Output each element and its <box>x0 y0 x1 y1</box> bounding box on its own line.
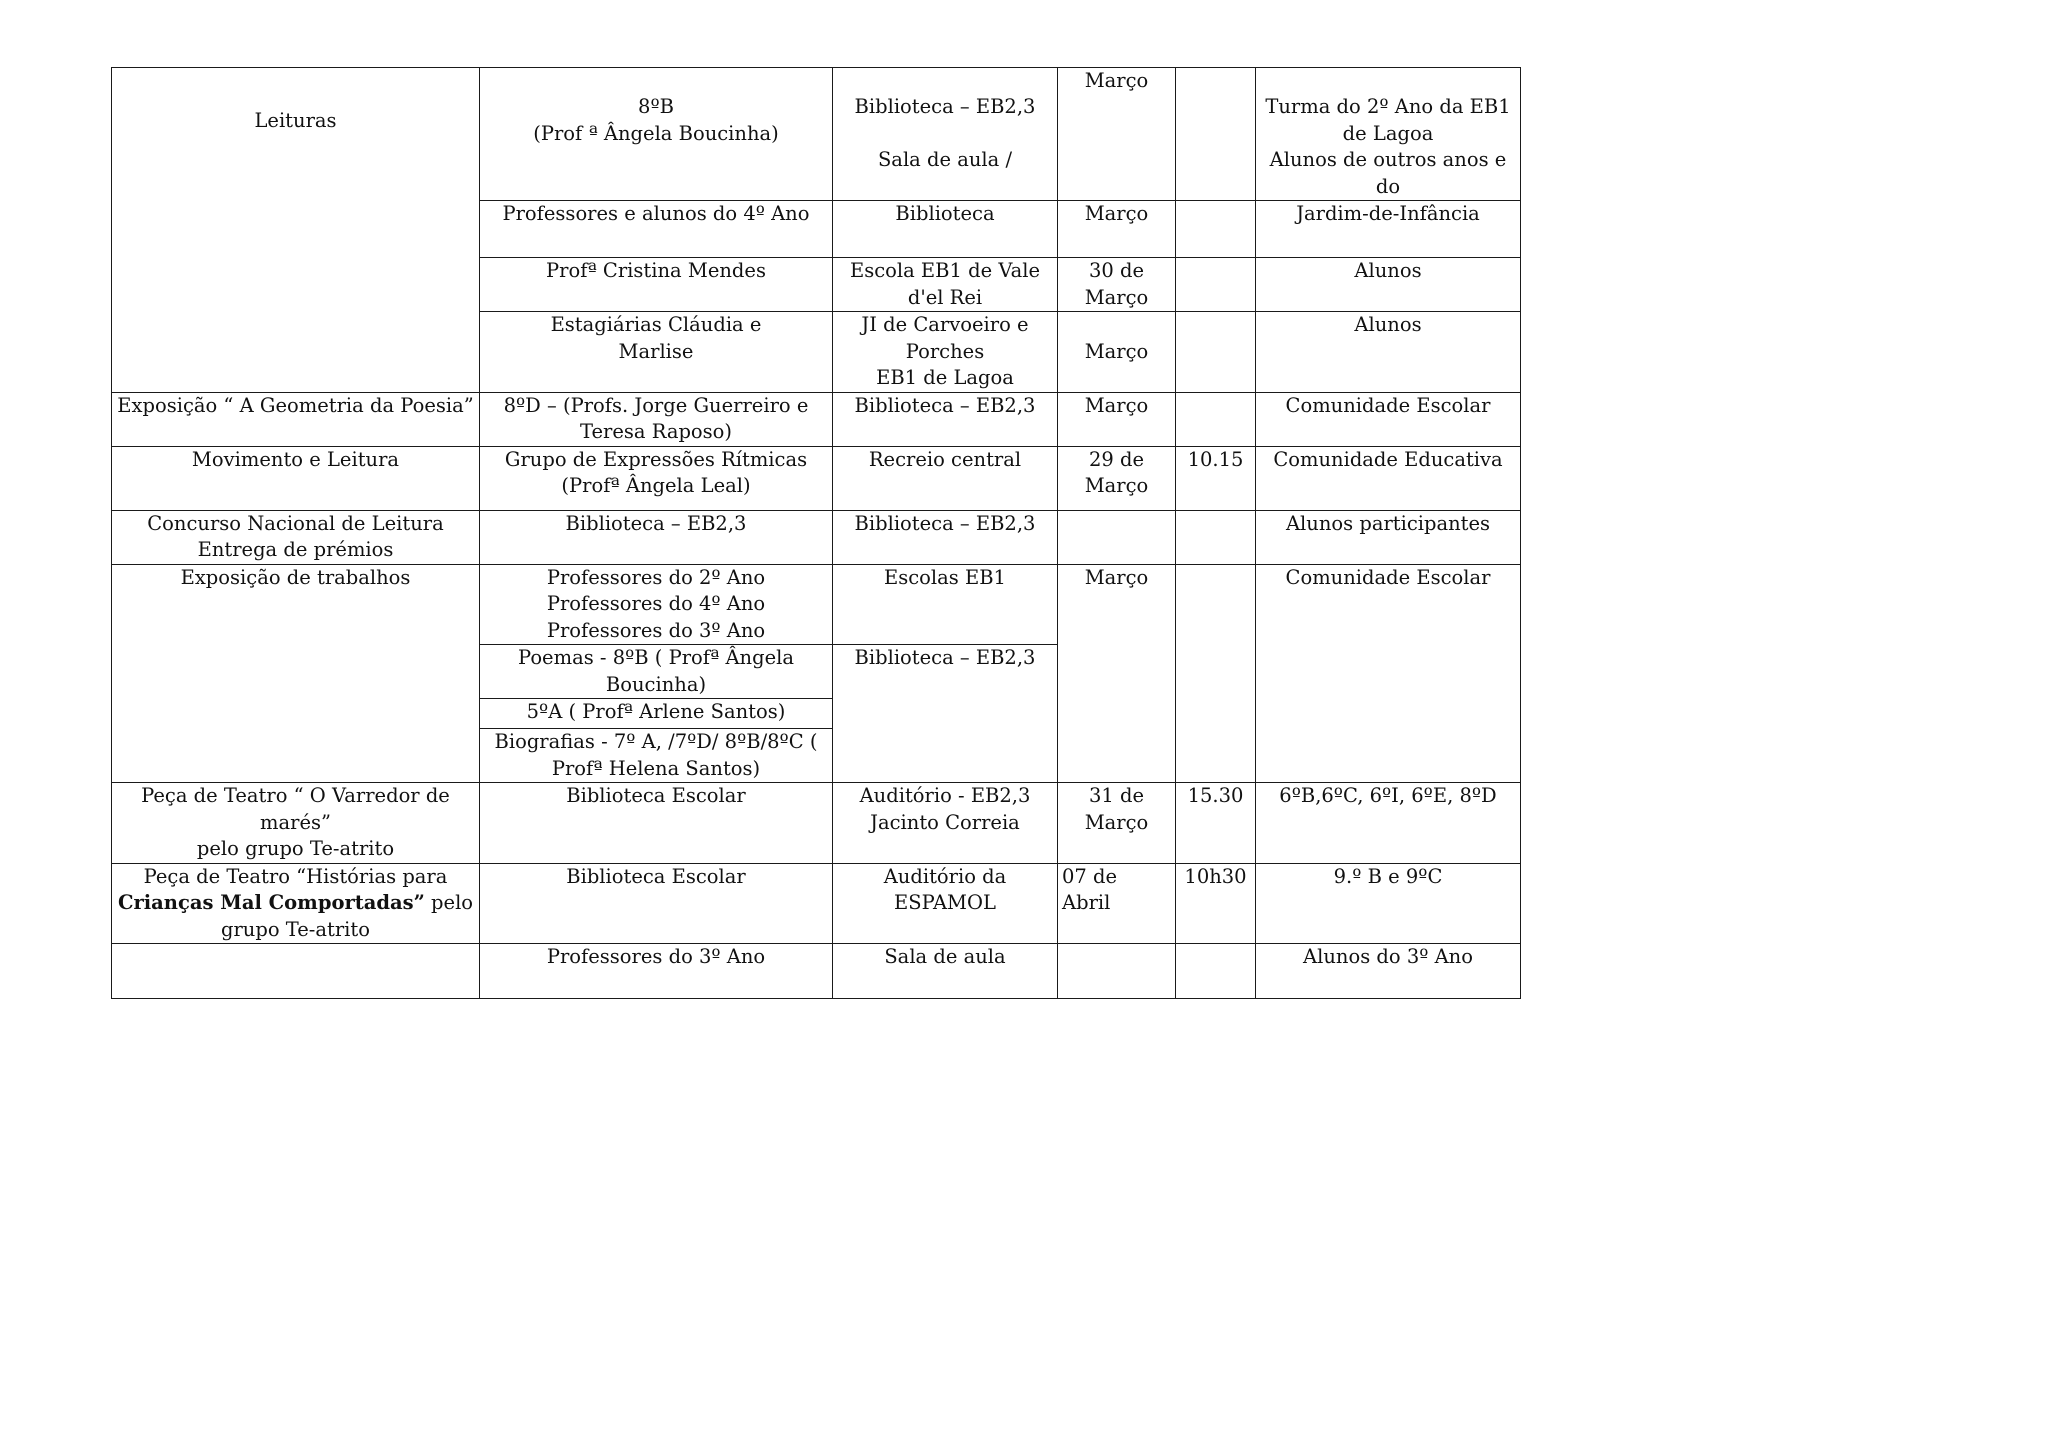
responsible-cell <box>480 258 833 312</box>
time-cell <box>1176 68 1256 201</box>
cell-text: Auditório da <box>883 864 1007 888</box>
cell-text: Biblioteca Escolar <box>566 864 746 888</box>
date-cell <box>1058 201 1176 258</box>
cell-text: Professores do 3º Ano <box>546 618 766 642</box>
cell-text: 8ºB <box>638 95 674 118</box>
place-cell <box>833 564 1058 645</box>
bold-title: Crianças Mal Comportadas” <box>117 891 425 914</box>
cell-text: Março <box>1084 285 1149 309</box>
cell-text: Porches <box>905 339 985 363</box>
cell-text: Abril <box>1062 891 1111 914</box>
cell-text: Biblioteca <box>895 202 995 225</box>
place-cell <box>833 201 1058 258</box>
responsible-cell <box>480 783 833 864</box>
date-cell <box>1058 68 1176 201</box>
time-cell <box>1176 446 1256 510</box>
date-cell <box>1058 783 1176 864</box>
cell-text: Escolas EB1 <box>884 565 1006 589</box>
responsible-cell <box>480 645 833 699</box>
cell-text: Comunidade Escolar <box>1285 565 1491 589</box>
cell-text: Marlise <box>618 339 694 363</box>
table-row <box>112 783 1521 864</box>
cell-text: Exposição “ A Geometria da Poesia” <box>117 393 474 417</box>
audience-cell <box>1256 392 1521 446</box>
place-cell <box>833 944 1058 999</box>
cell-text: 31 de <box>1088 784 1145 807</box>
date-cell <box>1058 446 1176 510</box>
activities-table <box>111 67 1521 999</box>
cell-text: Profª Cristina Mendes <box>546 259 766 282</box>
activity-cell <box>112 564 480 783</box>
activity-cell <box>112 944 480 999</box>
responsible-cell <box>480 392 833 446</box>
cell-text: Poemas - 8ºB ( Profª Ângela <box>517 646 795 669</box>
cell-text: 10.15 <box>1187 447 1244 471</box>
activity-cell <box>112 510 480 564</box>
place-cell <box>833 645 1058 783</box>
time-cell <box>1176 863 1256 944</box>
cell-text: Sala de aula / <box>877 148 1013 171</box>
responsible-cell <box>480 68 833 201</box>
time-cell <box>1176 564 1256 783</box>
audience-cell <box>1256 863 1521 944</box>
cell-text: Jacinto Correia <box>870 810 1020 834</box>
responsible-cell <box>480 312 833 393</box>
cell-text: pelo <box>424 891 474 914</box>
audience-cell <box>1256 312 1521 393</box>
cell-text: Professores do 2º Ano <box>546 565 766 589</box>
cell-text: Comunidade Educativa <box>1273 447 1503 471</box>
cell-text: 10h30 <box>1184 864 1247 888</box>
cell-text: Março <box>1084 393 1149 417</box>
cell-text: Professores do 4º Ano <box>546 592 766 615</box>
cell-text: Teresa Raposo) <box>579 420 733 443</box>
responsible-cell <box>480 944 833 999</box>
cell-text: Biblioteca – EB2,3 <box>854 95 1036 118</box>
cell-text: Jardim-de-Infância <box>1296 202 1480 225</box>
cell-text: 9.º B e 9ºC <box>1333 864 1443 888</box>
place-cell <box>833 392 1058 446</box>
place-cell <box>833 446 1058 510</box>
responsible-cell <box>480 863 833 944</box>
place-cell <box>833 68 1058 201</box>
time-cell <box>1176 783 1256 864</box>
cell-text: Professores e alunos do 4º Ano <box>502 202 810 225</box>
place-cell <box>833 783 1058 864</box>
date-cell <box>1058 564 1176 783</box>
cell-text: 07 de <box>1062 864 1118 888</box>
cell-text: Escola EB1 de Vale <box>849 259 1041 282</box>
cell-text: Alunos de outros anos e <box>1269 148 1507 171</box>
activity-cell <box>112 446 480 510</box>
cell-text: Biblioteca Escolar <box>566 784 746 807</box>
date-cell <box>1058 863 1176 944</box>
audience-cell <box>1256 68 1521 201</box>
cell-text: Alunos participantes <box>1285 511 1491 535</box>
cell-text: Recreio central <box>868 447 1022 471</box>
responsible-cell <box>480 201 833 258</box>
table-row <box>112 392 1521 446</box>
cell-text: ESPAMOL <box>894 891 996 914</box>
cell-text: Março <box>1084 202 1149 225</box>
audience-cell <box>1256 258 1521 312</box>
cell-text: (Prof ª Ângela Boucinha) <box>533 121 779 145</box>
time-cell <box>1176 258 1256 312</box>
cell-text: 15.30 <box>1187 784 1244 807</box>
cell-text: Estagiárias Cláudia e <box>550 313 762 336</box>
table-row <box>112 446 1521 510</box>
cell-text: 5ºA ( Profª Arlene Santos) <box>526 700 786 723</box>
cell-text: Professores do 3º Ano <box>546 945 766 968</box>
cell-text: 29 de <box>1088 447 1145 471</box>
place-cell <box>833 863 1058 944</box>
cell-text: Biblioteca – EB2,3 <box>854 646 1036 669</box>
cell-text: Março <box>1084 69 1149 92</box>
activity-cell <box>112 783 480 864</box>
cell-text: marés” <box>260 810 331 834</box>
activity-cell <box>112 863 480 944</box>
cell-text: do <box>1375 174 1401 198</box>
place-cell <box>833 510 1058 564</box>
cell-text: Auditório - EB2,3 <box>859 784 1031 807</box>
time-cell <box>1176 201 1256 258</box>
cell-text: Grupo de Expressões Rítmicas <box>504 447 808 471</box>
time-cell <box>1176 944 1256 999</box>
time-cell <box>1176 392 1256 446</box>
cell-text: Peça de Teatro “ O Varredor de <box>141 784 450 807</box>
cell-text: Exposição de trabalhos <box>180 565 411 589</box>
table-row <box>112 564 1521 645</box>
cell-text: de Lagoa <box>1342 121 1434 145</box>
cell-text: JI de Carvoeiro e <box>861 313 1029 336</box>
cell-text: Turma do 2º Ano da EB1 <box>1265 95 1511 118</box>
cell-text: Biblioteca – EB2,3 <box>565 511 747 535</box>
cell-text: EB1 de Lagoa <box>876 366 1014 389</box>
place-cell <box>833 312 1058 393</box>
table-row <box>112 944 1521 999</box>
cell-text: Sala de aula <box>884 945 1006 968</box>
cell-text: Comunidade Escolar <box>1285 393 1491 417</box>
activity-text: Leituras <box>254 109 337 132</box>
cell-text: Profª Helena Santos) <box>551 756 761 780</box>
cell-text: Biblioteca – EB2,3 <box>854 511 1036 535</box>
audience-cell <box>1256 510 1521 564</box>
cell-text: Alunos <box>1354 313 1422 336</box>
cell-text: Alunos <box>1354 259 1422 282</box>
place-cell <box>833 258 1058 312</box>
cell-text: Biblioteca – EB2,3 <box>854 393 1036 417</box>
date-cell <box>1058 392 1176 446</box>
time-cell <box>1176 510 1256 564</box>
activity-cell <box>112 68 480 393</box>
responsible-cell <box>480 510 833 564</box>
cell-text: Entrega de prémios <box>197 538 394 561</box>
cell-text: 8ºD – (Profs. Jorge Guerreiro e <box>503 393 809 417</box>
cell-text: Concurso Nacional de Leitura <box>147 511 444 535</box>
table-row <box>112 510 1521 564</box>
cell-text: pelo grupo Te-atrito <box>196 837 395 860</box>
activity-cell <box>112 392 480 446</box>
cell-text: Boucinha) <box>605 672 707 696</box>
cell-text: (Profª Ângela Leal) <box>561 474 751 497</box>
date-cell <box>1058 312 1176 393</box>
date-cell <box>1058 510 1176 564</box>
audience-cell <box>1256 944 1521 999</box>
responsible-cell <box>480 699 833 729</box>
table-row <box>112 68 1521 201</box>
audience-cell <box>1256 564 1521 783</box>
cell-text: Março <box>1084 474 1149 497</box>
cell-text: Peça de Teatro “Histórias para <box>143 864 448 888</box>
cell-text <box>116 890 475 917</box>
cell-text: grupo Te-atrito <box>220 917 370 941</box>
responsible-cell <box>480 446 833 510</box>
cell-text: Movimento e Leitura <box>191 447 400 471</box>
time-cell <box>1176 312 1256 393</box>
audience-cell <box>1256 446 1521 510</box>
cell-text: Março <box>1084 565 1149 589</box>
cell-text: Alunos do 3º Ano <box>1303 945 1473 968</box>
table-row <box>112 863 1521 944</box>
audience-cell <box>1256 783 1521 864</box>
responsible-cell <box>480 729 833 783</box>
audience-cell <box>1256 201 1521 258</box>
cell-text: 6ºB,6ºC, 6ºI, 6ºE, 8ºD <box>1279 784 1497 807</box>
cell-text: Março <box>1084 339 1149 363</box>
cell-text: 30 de <box>1088 259 1145 282</box>
cell-text: Março <box>1084 810 1149 834</box>
cell-text: d'el Rei <box>907 285 983 309</box>
date-cell <box>1058 944 1176 999</box>
responsible-cell <box>480 564 833 645</box>
date-cell <box>1058 258 1176 312</box>
cell-text: Biografias - 7º A, /7ºD/ 8ºB/8ºC ( <box>494 730 818 753</box>
